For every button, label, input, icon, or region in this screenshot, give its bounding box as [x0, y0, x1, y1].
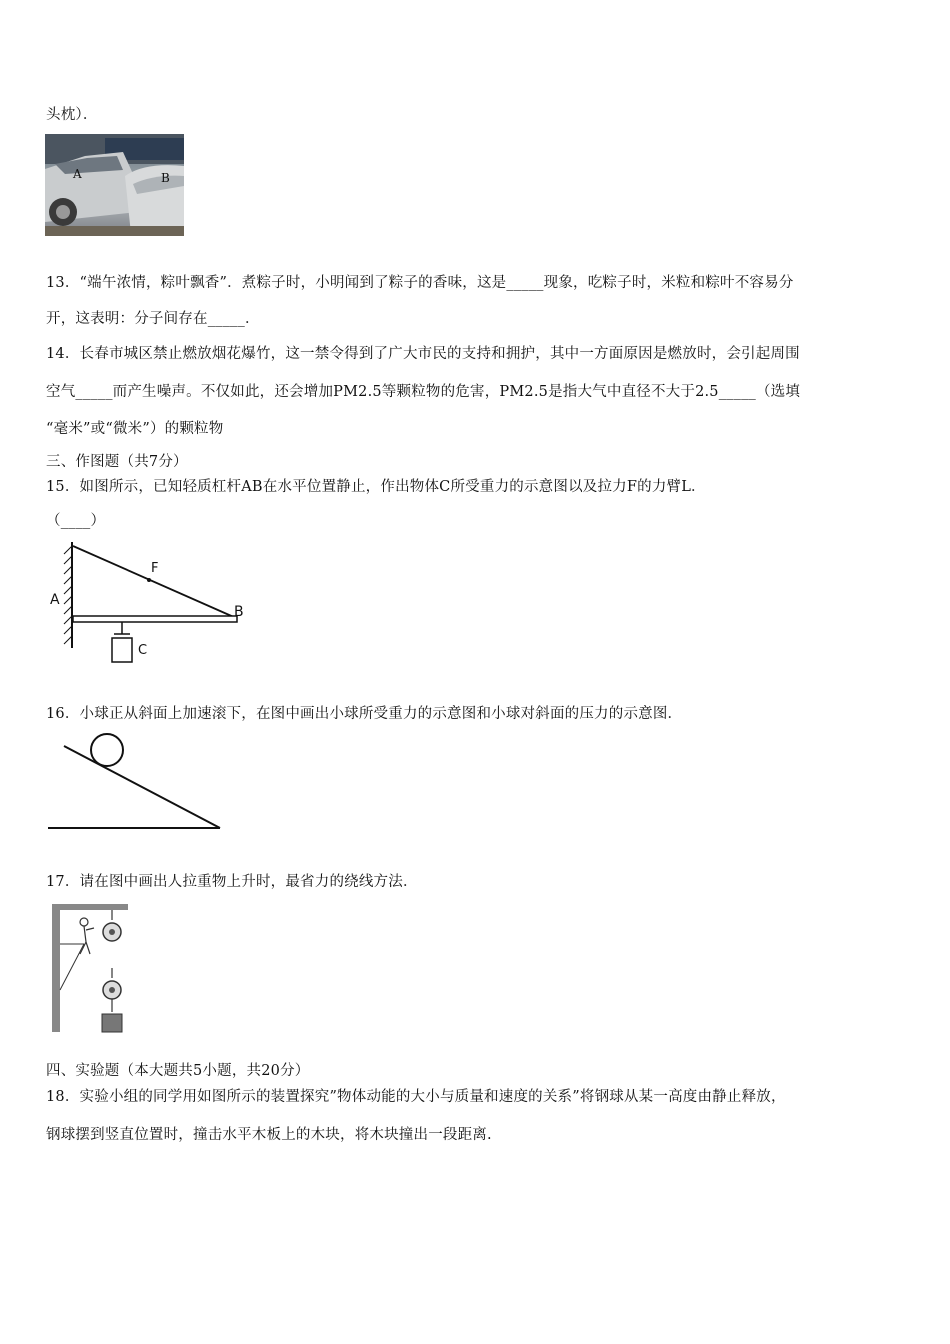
- incline-ball-diagram: [44, 730, 226, 834]
- photo-label-a: A: [73, 167, 82, 181]
- pulley-diagram: [46, 900, 136, 1036]
- car-collision-illustration: [45, 134, 184, 236]
- question-14-line-3: “毫米”或“微米”）的颗粒物: [46, 421, 224, 437]
- question-13-line-1: 13．“端午浓情，粽叶飘香”．煮粽子时，小明闻到了粽子的香味，这是_____现象，吃粽子时，米粒和粽叶不容易分: [46, 275, 794, 291]
- question-13-line-2: 开，这表明：分子间存在_____．: [46, 311, 260, 327]
- car-collision-photo: [45, 134, 184, 236]
- lever-diagram: [44, 536, 250, 670]
- question-14-line-2: 空气_____而产生噪声。不仅如此，还会增加PM2.5等颗粒物的危害，PM2.5是指大气中直径不大于2.5_____（选填: [46, 384, 801, 400]
- photo-label-b: B: [161, 171, 170, 185]
- lever-label-a: A: [50, 592, 60, 608]
- lever-label-b: B: [234, 604, 244, 620]
- section-4-heading: 四、实验题（本大题共5小题，共20分）: [46, 1063, 310, 1079]
- question-18-line-1: 18．实验小组的同学用如图所示的装置探究”物体动能的大小与质量和速度的关系”将钢球从某一高度由静止释放，: [46, 1089, 786, 1105]
- text-line-headrest: 头枕）．: [46, 107, 98, 123]
- lever-label-f: F: [151, 561, 159, 576]
- question-15-line-1: 15．如图所示，已知轻质杠杆AB在水平位置静止，作出物体C所受重力的示意图以及拉力F的力臂L．: [46, 479, 706, 495]
- lever-label-c: C: [138, 643, 148, 658]
- question-15-answer-blank: （____）: [46, 513, 106, 529]
- section-3-heading: 三、作图题（共7分）: [46, 454, 188, 470]
- question-18-line-2: 钢球摆到竖直位置时，撞击水平木板上的木块，将木块撞出一段距离.: [46, 1127, 492, 1143]
- question-14-line-1: 14．长春市城区禁止燃放烟花爆竹，这一禁令得到了广大市民的支持和拥护，其中一方面原因是燃放时，会引起周围: [46, 346, 800, 362]
- question-17-line: 17．请在图中画出人拉重物上升时，最省力的绕线方法．: [46, 874, 418, 890]
- question-16-line: 16．小球正从斜面上加速滚下，在图中画出小球所受重力的示意图和小球对斜面的压力的示意图．: [46, 706, 683, 722]
